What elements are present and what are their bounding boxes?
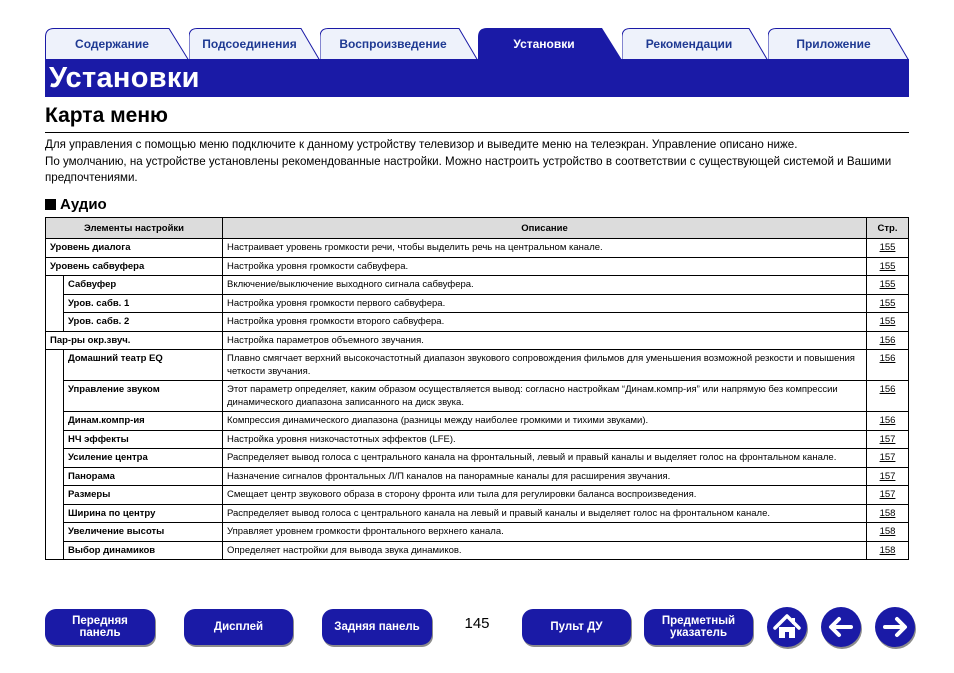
setting-description: Настройка уровня громкости сабвуфера. xyxy=(223,257,867,276)
tab-tips[interactable] xyxy=(622,28,768,60)
setting-name: Сабвуфер xyxy=(64,276,223,295)
home-button[interactable] xyxy=(767,607,807,647)
column-header-item: Элементы настройки xyxy=(46,218,223,239)
setting-description: Смещает центр звукового образа в сторону фронта или тыла для регулировки баланса воспроизведения. xyxy=(223,486,867,505)
page-link[interactable]: 156 xyxy=(879,334,896,346)
page-link[interactable]: 158 xyxy=(879,544,896,556)
intro-line-2: По умолчанию, на устройстве установлены рекомендованные настройки. Можно настроить устройство в соответствии с существующей системой и Вашими предпочтениями. xyxy=(45,154,892,184)
page-link[interactable]: 155 xyxy=(879,297,896,309)
setting-name: Уров. сабв. 2 xyxy=(64,313,223,332)
setting-name: Пар-ры окр.звуч. xyxy=(46,331,223,350)
index-label-2: указатель xyxy=(669,627,728,639)
subsection-title: Аудио xyxy=(60,196,107,213)
arrow-left-icon xyxy=(821,607,861,647)
setting-description: Распределяет вывод голоса с центрального канала на левый и правый каналы и выделяет голос на фронтальном канале. xyxy=(223,504,867,523)
home-icon xyxy=(767,607,807,647)
index-button[interactable] xyxy=(644,609,753,645)
front-panel-label-2: панель xyxy=(79,627,121,639)
tab-connections-label: Подсоединения xyxy=(202,37,297,51)
setting-name: Уров. сабв. 1 xyxy=(64,294,223,313)
page-link[interactable]: 157 xyxy=(879,489,896,500)
title-divider xyxy=(45,132,909,133)
tab-settings-label: Установки xyxy=(513,37,575,51)
page-link[interactable]: 155 xyxy=(879,260,896,272)
setting-name: Панорама xyxy=(64,467,223,486)
table-header-row xyxy=(46,218,909,239)
settings-table xyxy=(45,217,909,560)
table-row xyxy=(46,294,909,313)
page-link[interactable]: 158 xyxy=(879,526,896,537)
setting-name: Управление звуком xyxy=(64,381,223,412)
page-number: 145 xyxy=(464,615,490,632)
display-button[interactable] xyxy=(184,609,293,645)
setting-description: Настройка уровня громкости второго сабвуфера. xyxy=(223,313,867,332)
chapter-title: Установки xyxy=(49,62,200,94)
page-link[interactable]: 156 xyxy=(879,415,896,426)
table-row xyxy=(46,523,909,542)
setting-name: Уровень диалога xyxy=(46,239,223,258)
tab-contents-label: Содержание xyxy=(75,37,149,51)
subsection-heading xyxy=(45,196,107,213)
table-row xyxy=(46,504,909,523)
indent-spacer xyxy=(46,350,64,560)
setting-description: Включение/выключение выходного сигнала сабвуфера. xyxy=(223,276,867,295)
setting-name: НЧ эффекты xyxy=(64,430,223,449)
front-panel-button[interactable] xyxy=(45,609,155,645)
setting-description: Плавно смягчает верхний высокочастотный диапазон звукового сопровождения фильмов для уменьшения возможной резкости и повышения четкости звучания. xyxy=(223,350,867,381)
rear-panel-label: Задняя панель xyxy=(334,621,420,633)
table-row xyxy=(46,257,909,276)
setting-name: Ширина по центру xyxy=(64,504,223,523)
page-link[interactable]: 156 xyxy=(879,384,896,395)
setting-description: Определяет настройки для вывода звука динамиков. xyxy=(223,541,867,560)
tab-contents[interactable] xyxy=(45,28,189,60)
setting-name: Усиление центра xyxy=(64,449,223,468)
top-tab-bar xyxy=(45,28,909,60)
arrow-right-icon xyxy=(875,607,915,647)
column-header-description: Описание xyxy=(223,218,867,239)
setting-description: Управляет уровнем громкости фронтального верхнего канала. xyxy=(223,523,867,542)
rear-panel-button[interactable] xyxy=(322,609,432,645)
index-label-1: Предметный xyxy=(661,615,736,627)
page-link[interactable]: 157 xyxy=(879,470,896,482)
table-row xyxy=(46,381,909,412)
intro-line-1: Для управления с помощью меню подключите к данному устройству телевизор и выведите меню на телеэкран. Управление описано ниже. xyxy=(45,138,798,151)
page-link[interactable]: 156 xyxy=(879,353,896,364)
setting-name: Выбор динамиков xyxy=(64,541,223,560)
page-link[interactable]: 155 xyxy=(879,316,896,327)
square-bullet-icon xyxy=(45,199,56,210)
setting-description: Этот параметр определяет, каким образом осуществляется вывод: согласно настройкам “Динам.компр-ия” или напрямую без компрессии динамического диапазона записанного на диск звука. xyxy=(223,381,867,412)
setting-name: Домашний театр EQ xyxy=(64,350,223,381)
setting-name: Динам.компр-ия xyxy=(64,412,223,431)
table-row xyxy=(46,331,909,350)
setting-name: Размеры xyxy=(64,486,223,505)
setting-description: Настраивает уровень громкости речи, чтобы выделить речь на центральном канале. xyxy=(223,239,867,258)
table-row xyxy=(46,467,909,486)
column-header-page: Стр. xyxy=(867,218,909,239)
setting-description: Распределяет вывод голоса с центрального канала на фронтальный, левый и правый каналы и выделяет голос на фронтальном канале. xyxy=(223,449,867,468)
page-link[interactable]: 155 xyxy=(879,279,896,290)
forward-button[interactable] xyxy=(875,607,915,647)
setting-description: Настройка уровня низкочастотных эффектов (LFE). xyxy=(223,430,867,449)
page-link[interactable]: 157 xyxy=(879,452,896,463)
page-link[interactable]: 155 xyxy=(879,242,896,253)
display-label: Дисплей xyxy=(213,621,264,633)
remote-control-button[interactable] xyxy=(522,609,631,645)
setting-name: Уровень сабвуфера xyxy=(46,257,223,276)
chapter-header xyxy=(45,59,909,97)
page-link[interactable]: 157 xyxy=(879,433,896,445)
indent-spacer xyxy=(46,276,64,332)
table-row xyxy=(46,449,909,468)
intro-text xyxy=(45,137,911,187)
setting-description: Назначение сигналов фронтальных Л/П каналов на панорамные каналы для расширения звучания. xyxy=(223,467,867,486)
remote-control-label: Пульт ДУ xyxy=(550,621,603,633)
setting-description: Настройка параметров объемного звучания. xyxy=(223,331,867,350)
tab-connections[interactable] xyxy=(189,28,320,60)
tab-settings[interactable] xyxy=(478,28,622,60)
tab-playback[interactable] xyxy=(320,28,478,60)
tab-playback-label: Воспроизведение xyxy=(339,37,447,51)
front-panel-label-1: Передняя xyxy=(72,615,128,627)
page-link[interactable]: 158 xyxy=(879,507,896,519)
table-row xyxy=(46,541,909,560)
page-title: Карта меню xyxy=(45,104,168,127)
back-button[interactable] xyxy=(821,607,861,647)
setting-name: Увеличение высоты xyxy=(64,523,223,542)
table-row xyxy=(46,412,909,431)
tab-tips-label: Рекомендации xyxy=(645,37,733,51)
setting-description: Настройка уровня громкости первого сабвуфера. xyxy=(223,294,867,313)
table-row xyxy=(46,313,909,332)
table-row xyxy=(46,350,909,381)
table-row xyxy=(46,486,909,505)
table-row xyxy=(46,239,909,258)
tab-appendix[interactable] xyxy=(768,28,909,60)
table-row xyxy=(46,276,909,295)
setting-description: Компрессия динамического диапазона (разницы между наиболее громкими и тихими звуками). xyxy=(223,412,867,431)
tab-appendix-label: Приложение xyxy=(796,37,871,51)
table-row xyxy=(46,430,909,449)
